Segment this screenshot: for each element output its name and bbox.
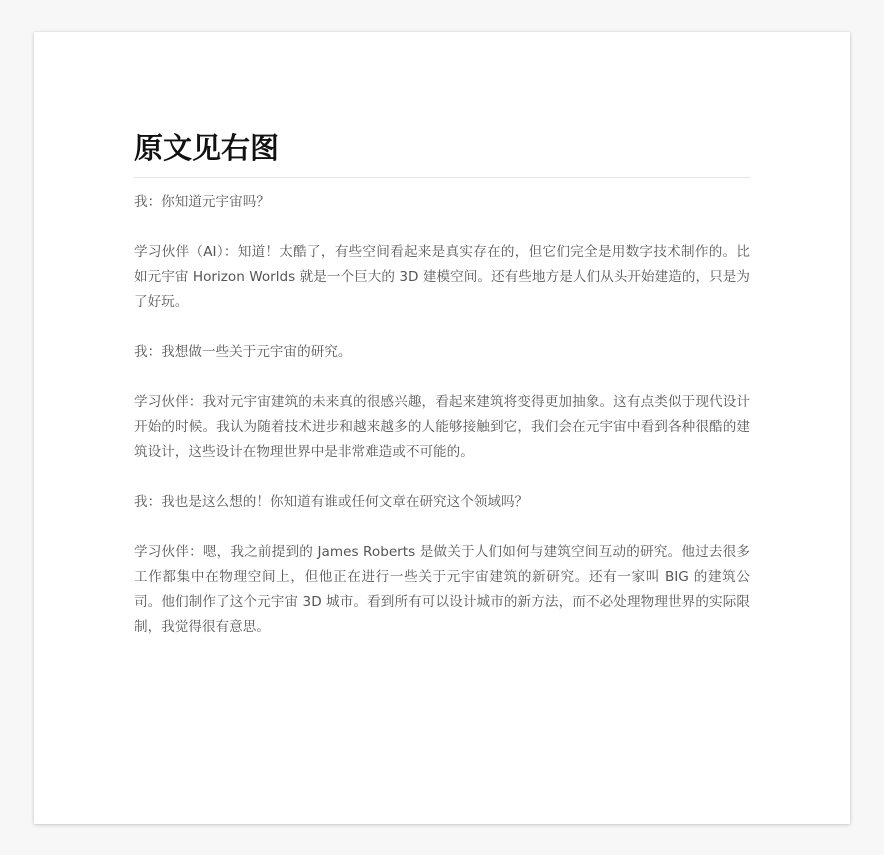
document-page bbox=[34, 32, 850, 824]
paragraph-user-3: 我：我也是这么想的！你知道有谁或任何文章在研究这个领域吗？ bbox=[134, 494, 529, 510]
paragraph-ai-2: 学习伙伴：我对元宇宙建筑的未来真的很感兴趣，看起来建筑将变得更加抽象。这有点类似于现代设计开始的时候。我认为随着技术进步和越来越多的人能够接触到它，我们会在元宇宙中看到各种很酷的建筑设计，这些设计在物理世界中是非常难造或不可能的。 bbox=[134, 394, 750, 460]
page-title: 原文见右图 bbox=[134, 128, 750, 178]
paragraph-user-1: 我：你知道元宇宙吗？ bbox=[134, 194, 270, 210]
paragraph-ai-1: 学习伙伴（AI）：知道！太酷了，有些空间看起来是真实存在的，但它们完全是用数字技术制作的。比如元宇宙 Horizon Worlds 就是一个巨大的 3D 建模空间。还有些地方是人们从头开始建造的，只是为了好玩。 bbox=[134, 244, 750, 310]
paragraph-ai-3: 学习伙伴：嗯，我之前提到的 James Roberts 是做关于人们如何与建筑空间互动的研究。他过去很多工作都集中在物理空间上，但他正在进行一些关于元宇宙建筑的新研究。还有一家叫 BIG 的建筑公司。他们制作了这个元宇宙 3D 城市。看到所有可以设计城市的新方法，而不必处理物理世界的实际限制，我觉得很有意思。 bbox=[134, 544, 750, 635]
conversation-body bbox=[134, 190, 750, 640]
paragraph-user-2: 我：我想做一些关于元宇宙的研究。 bbox=[134, 344, 352, 360]
document-content bbox=[134, 128, 750, 665]
